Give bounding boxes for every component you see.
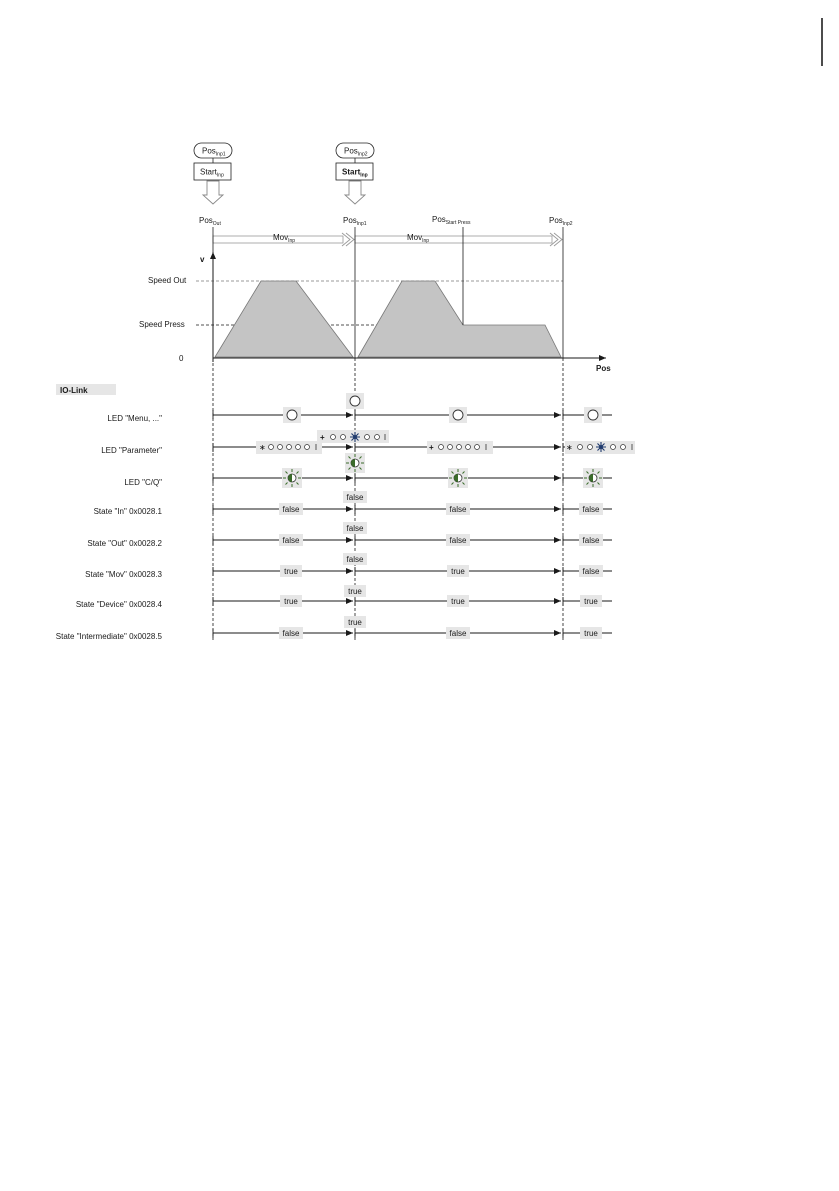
row-state-mov xyxy=(213,553,612,577)
label-state-device: State "Device" 0x0028.4 xyxy=(75,600,162,609)
row-state-device xyxy=(213,585,612,607)
led-off-icon xyxy=(588,410,598,420)
zero-label: 0 xyxy=(179,354,184,363)
state-badge: false xyxy=(282,536,300,545)
svg-text:MovInp: Mov$_{Inp}$ xyxy=(273,233,296,244)
row-led-cq xyxy=(213,453,612,488)
trigger2-start-sub: Inp xyxy=(360,172,368,179)
label-state-in: State "In" 0x0028.1 xyxy=(93,507,162,516)
label-state-intermediate: State "Intermediate" 0x0028.5 xyxy=(55,632,162,641)
trigger1-start-main: Start xyxy=(200,167,217,177)
state-badge: true xyxy=(284,567,298,576)
down-arrow-icon xyxy=(345,181,365,204)
state-badge: false xyxy=(582,567,600,576)
pos-start-press-label: Pos$_{Start Press}$ xyxy=(432,215,471,226)
led-bar-icon xyxy=(256,441,322,454)
led-off-icon xyxy=(350,396,360,406)
svg-text:+: + xyxy=(429,443,434,452)
state-badge: true xyxy=(348,618,362,627)
state-badge: true xyxy=(451,597,465,606)
speed-press-label: Speed Press xyxy=(139,320,185,329)
trigger2-pos-main: Pos xyxy=(344,146,358,156)
svg-text:∗: ∗ xyxy=(259,443,266,452)
svg-text:MovInp: Mov$_{Inp}$ xyxy=(407,233,430,244)
state-badge: true xyxy=(348,587,362,596)
label-led-menu: LED "Menu, ..." xyxy=(107,414,162,423)
led-off-icon xyxy=(287,410,297,420)
trigger2-pos-sub: Inp2 xyxy=(357,151,368,158)
state-badge: false xyxy=(449,505,467,514)
state-badge: true xyxy=(584,629,598,638)
label-led-parameter: LED "Parameter" xyxy=(101,446,162,455)
down-arrow-icon xyxy=(203,181,223,204)
state-badge: true xyxy=(451,567,465,576)
y-axis-label: v xyxy=(200,255,205,264)
state-badge: false xyxy=(346,555,364,564)
row-state-in xyxy=(213,491,612,515)
state-badge: true xyxy=(284,597,298,606)
state-badge: false xyxy=(346,493,364,502)
trigger1-start-sub: Inp xyxy=(216,172,224,179)
trigger1-pos-sub: Inp1 xyxy=(215,151,226,158)
move-bar-2 xyxy=(355,233,562,246)
led-bar-icon xyxy=(565,441,635,454)
state-badge: false xyxy=(282,629,300,638)
state-badge: false xyxy=(449,629,467,638)
row-led-parameter xyxy=(213,430,635,454)
led-blinking-green-icon xyxy=(345,453,365,473)
led-blinking-green-icon xyxy=(448,468,468,488)
led-bar-icon xyxy=(317,430,389,443)
svg-text:∗: ∗ xyxy=(566,443,573,452)
velocity-chart xyxy=(139,227,611,373)
label-state-out: State "Out" 0x0028.2 xyxy=(87,539,162,548)
io-link-title: IO-Link xyxy=(60,386,88,395)
led-blinking-green-icon xyxy=(583,468,603,488)
pos-out-label: Pos$_{Out}$ xyxy=(199,216,221,227)
state-badge: true xyxy=(584,597,598,606)
velocity-profile-2 xyxy=(358,281,561,357)
x-axis-label: Pos xyxy=(596,364,611,373)
row-state-out xyxy=(213,522,612,546)
trigger-block-2 xyxy=(336,143,374,204)
led-blinking-green-icon xyxy=(282,468,302,488)
led-off-icon xyxy=(453,410,463,420)
trigger-block-1 xyxy=(194,143,232,204)
state-badge: false xyxy=(582,536,600,545)
state-badge: false xyxy=(582,505,600,514)
pos-inp1-label: Pos$_{Inp1}$ xyxy=(343,216,367,227)
row-led-menu xyxy=(213,393,612,423)
velocity-profile-1 xyxy=(215,281,353,357)
state-badge: false xyxy=(282,505,300,514)
label-led-cq: LED "C/Q" xyxy=(124,478,162,487)
move-bar-1 xyxy=(213,233,354,246)
trigger1-pos-main: Pos xyxy=(202,146,216,156)
led-bar-icon xyxy=(427,441,493,454)
row-state-intermediate xyxy=(213,616,612,639)
state-badge: false xyxy=(346,524,364,533)
state-badge: false xyxy=(449,536,467,545)
pos-inp2-label: Pos$_{Inp2}$ xyxy=(549,216,573,227)
speed-out-label: Speed Out xyxy=(148,276,187,285)
svg-text:+: + xyxy=(320,433,325,442)
trigger2-start-main: Start xyxy=(342,167,361,177)
label-state-mov: State "Mov" 0x0028.3 xyxy=(85,570,162,579)
